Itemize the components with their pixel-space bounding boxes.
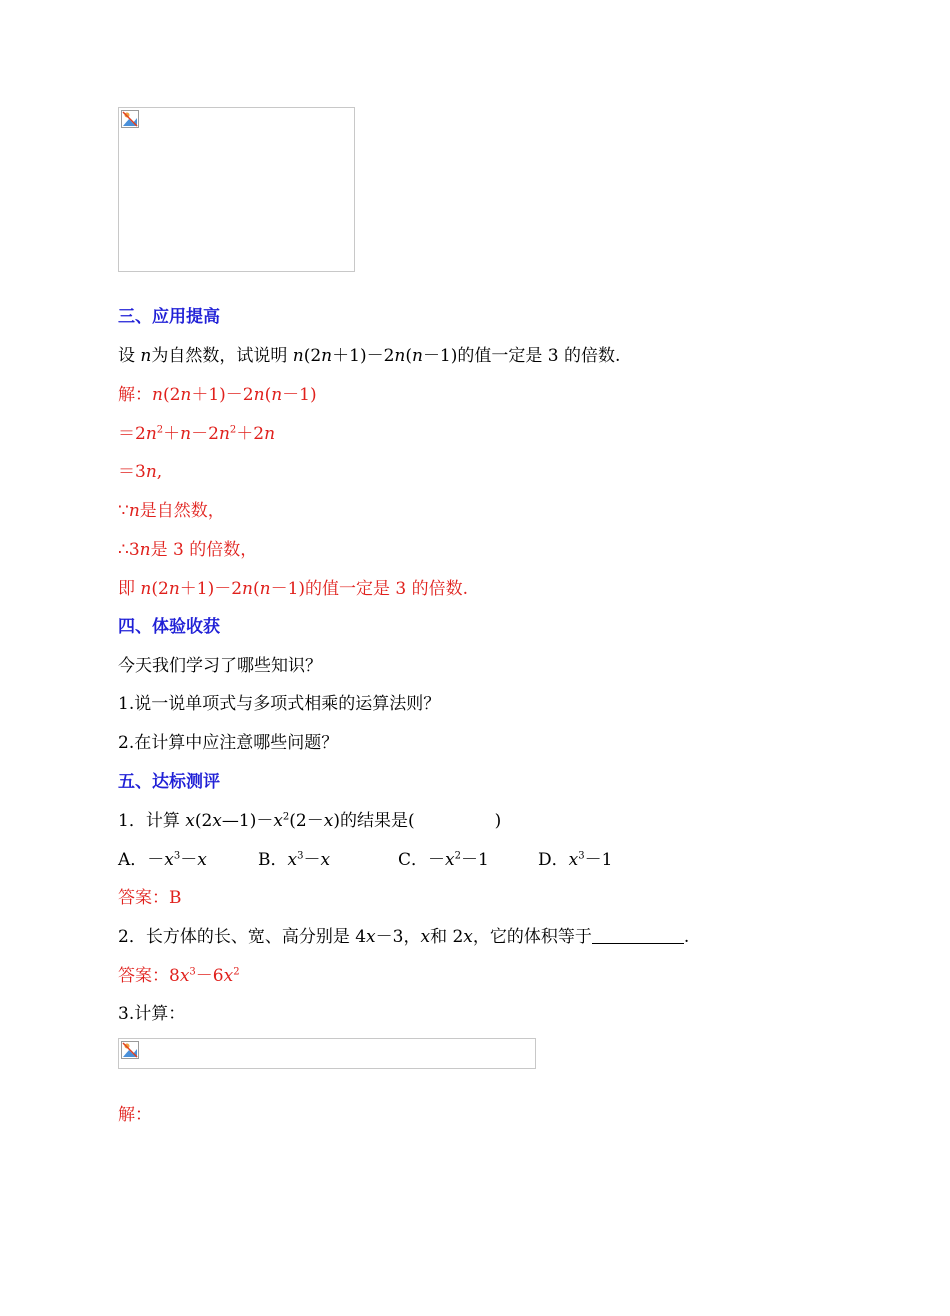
solution-line-5: ∴3n是 3 的倍数，: [118, 540, 258, 560]
test-question-3: 3.计算：: [118, 1004, 186, 1024]
option-d: D．$x^3-1$: [538, 850, 613, 870]
section-title-apply: 三、应用提高: [118, 307, 220, 327]
section-title-test: 五、达标测评: [118, 772, 220, 792]
solution-line-3: ＝3n,: [118, 462, 163, 482]
reflection-question-0: 今天我们学习了哪些知识？: [118, 656, 322, 676]
broken-image-icon: [121, 1041, 139, 1059]
problem-statement: 设 n为自然数，试说明 n(2n＋1)－2n(n－1)的值一定是 3 的倍数.: [118, 346, 621, 366]
solution-3-label: 解：: [118, 1105, 152, 1125]
answer-2: 答案：$8x^3-6x^2$: [118, 966, 240, 986]
reflection-question-2: 2.在计算中应注意哪些问题？: [118, 733, 339, 753]
answer-blank: [592, 927, 684, 944]
image-placeholder-large: [118, 107, 355, 272]
option-c: C．$-x^2-1$: [398, 850, 489, 870]
solution-line-1: 解：n(2n＋1)－2n(n－1): [118, 385, 317, 405]
image-placeholder-wide: [118, 1038, 536, 1069]
section-title-reflection: 四、体验收获: [118, 617, 220, 637]
solution-line-4: ∵n是自然数，: [118, 501, 225, 521]
reflection-question-1: 1.说一说单项式与多项式相乘的运算法则？: [118, 694, 441, 714]
test-question-1: 1．计算 $x(2x—1)-x^2(2-x)$的结果是( ): [118, 811, 502, 831]
test-question-2: 2．长方体的长、宽、高分别是 4x－3，x和 2x，它的体积等于 .: [118, 927, 690, 947]
broken-image-icon: [121, 110, 139, 128]
option-a: A．$-x^3-x$: [118, 850, 207, 870]
solution-line-2: $=2n^2+n-2n^2+2n$: [118, 424, 276, 444]
answer-1: 答案：B: [118, 888, 182, 908]
option-b: B．$x^3-x$: [258, 850, 331, 870]
solution-line-6: 即 n(2n＋1)－2n(n－1)的值一定是 3 的倍数.: [118, 579, 469, 599]
